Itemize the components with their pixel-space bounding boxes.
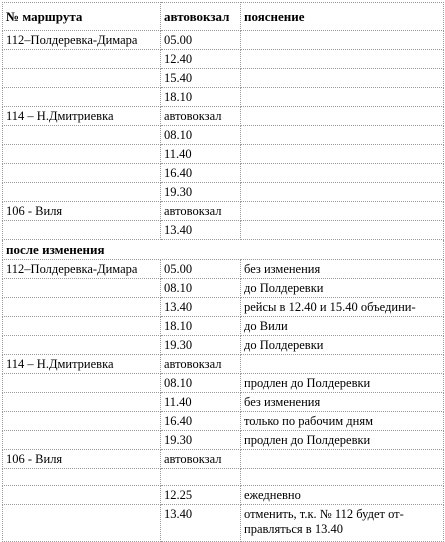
- time-cell: автовокзал: [161, 107, 241, 126]
- time-cell: автовокзал: [161, 450, 241, 469]
- table-row: [3, 107, 444, 126]
- time-cell: 19.30: [161, 431, 241, 450]
- table-row: [3, 202, 444, 221]
- time-cell: 08.10: [161, 126, 241, 145]
- table-row: [3, 317, 444, 336]
- time-cell: 11.40: [161, 393, 241, 412]
- route-cell: [3, 317, 161, 336]
- route-cell: 112–Полдеревка-Димара: [3, 31, 161, 50]
- table-row: [3, 221, 444, 240]
- note-cell: [241, 221, 444, 240]
- time-cell: 18.10: [161, 88, 241, 107]
- time-cell: автовокзал: [161, 202, 241, 221]
- time-cell: 12.40: [161, 50, 241, 69]
- table-row: [3, 469, 444, 486]
- note-cell: продлен до Полдеревки: [241, 374, 444, 393]
- table-row: [3, 505, 444, 542]
- table-row: [3, 486, 444, 505]
- schedule-table: [2, 2, 444, 542]
- note-cell: [241, 69, 444, 88]
- route-cell: [3, 145, 161, 164]
- section-title: после изменения: [3, 240, 444, 260]
- table-row: [3, 88, 444, 107]
- route-cell: [3, 486, 161, 505]
- route-cell: [3, 50, 161, 69]
- route-cell: [3, 412, 161, 431]
- table-row: [3, 50, 444, 69]
- table-row: [3, 260, 444, 279]
- note-cell: [241, 183, 444, 202]
- route-cell: [3, 298, 161, 317]
- route-cell: [3, 126, 161, 145]
- header-row: [3, 3, 444, 31]
- note-cell: [241, 450, 444, 469]
- route-cell: [3, 393, 161, 412]
- route-cell: [3, 505, 161, 542]
- time-cell: 08.10: [161, 279, 241, 298]
- note-cell: [241, 469, 444, 486]
- route-cell: 114 – Н.Дмитриевка: [3, 355, 161, 374]
- table-row: [3, 164, 444, 183]
- note-cell: [241, 107, 444, 126]
- table-row: [3, 374, 444, 393]
- section-row: [3, 240, 444, 260]
- note-cell: [241, 505, 444, 542]
- table-row: [3, 183, 444, 202]
- route-cell: [3, 164, 161, 183]
- note-cell: до Полдеревки: [241, 279, 444, 298]
- route-cell: [3, 431, 161, 450]
- time-cell: 05.00: [161, 260, 241, 279]
- time-cell: 11.40: [161, 145, 241, 164]
- note-cell: рейсы в 12.40 и 15.40 объедини-: [241, 298, 444, 317]
- table-row: [3, 126, 444, 145]
- route-cell: 106 - Виля: [3, 450, 161, 469]
- time-cell: 19.30: [161, 183, 241, 202]
- note-cell: [241, 31, 444, 50]
- time-cell: автовокзал: [161, 355, 241, 374]
- table-row: [3, 279, 444, 298]
- time-cell: 13.40: [161, 505, 241, 542]
- time-cell: 05.00: [161, 31, 241, 50]
- note-line: правляться в 13.40: [244, 522, 343, 536]
- table-row: [3, 355, 444, 374]
- table-row: [3, 412, 444, 431]
- note-cell: без изменения: [241, 393, 444, 412]
- header-note: пояснение: [241, 3, 444, 31]
- note-cell: только по рабочим дням: [241, 412, 444, 431]
- route-cell: [3, 469, 161, 486]
- time-cell: 18.10: [161, 317, 241, 336]
- header-route: № маршрута: [3, 3, 161, 31]
- table-row: [3, 145, 444, 164]
- route-cell: 106 - Виля: [3, 202, 161, 221]
- table-row: [3, 336, 444, 355]
- table-row: [3, 431, 444, 450]
- table-row: [3, 69, 444, 88]
- note-cell: [241, 88, 444, 107]
- route-cell: [3, 221, 161, 240]
- note-cell: до Полдеревки: [241, 336, 444, 355]
- route-cell: [3, 279, 161, 298]
- note-line: отменить, т.к. № 112 будет от-: [244, 507, 404, 521]
- schedule-document: [2, 2, 443, 542]
- note-cell: [241, 202, 444, 221]
- route-cell: 112–Полдеревка-Димара: [3, 260, 161, 279]
- note-cell: ежедневно: [241, 486, 444, 505]
- route-cell: [3, 336, 161, 355]
- note-cell: [241, 355, 444, 374]
- note-cell: [241, 145, 444, 164]
- time-cell: 16.40: [161, 164, 241, 183]
- route-cell: [3, 69, 161, 88]
- time-cell: 13.40: [161, 298, 241, 317]
- route-cell: [3, 88, 161, 107]
- route-cell: [3, 183, 161, 202]
- note-cell: без изменения: [241, 260, 444, 279]
- time-cell: 16.40: [161, 412, 241, 431]
- note-cell: продлен до Полдеревки: [241, 431, 444, 450]
- note-cell: до Вили: [241, 317, 444, 336]
- time-cell: 12.25: [161, 486, 241, 505]
- table-row: [3, 393, 444, 412]
- route-cell: [3, 374, 161, 393]
- time-cell: 19.30: [161, 336, 241, 355]
- time-cell: 13.40: [161, 221, 241, 240]
- note-cell: [241, 126, 444, 145]
- route-cell: 114 – Н.Дмитриевка: [3, 107, 161, 126]
- table-row: [3, 450, 444, 469]
- time-cell: 08.10: [161, 374, 241, 393]
- table-row: [3, 298, 444, 317]
- time-cell: 15.40: [161, 69, 241, 88]
- header-station: автовокзал: [161, 3, 241, 31]
- note-cell: [241, 50, 444, 69]
- table-row: [3, 31, 444, 50]
- note-cell: [241, 164, 444, 183]
- time-cell: [161, 469, 241, 486]
